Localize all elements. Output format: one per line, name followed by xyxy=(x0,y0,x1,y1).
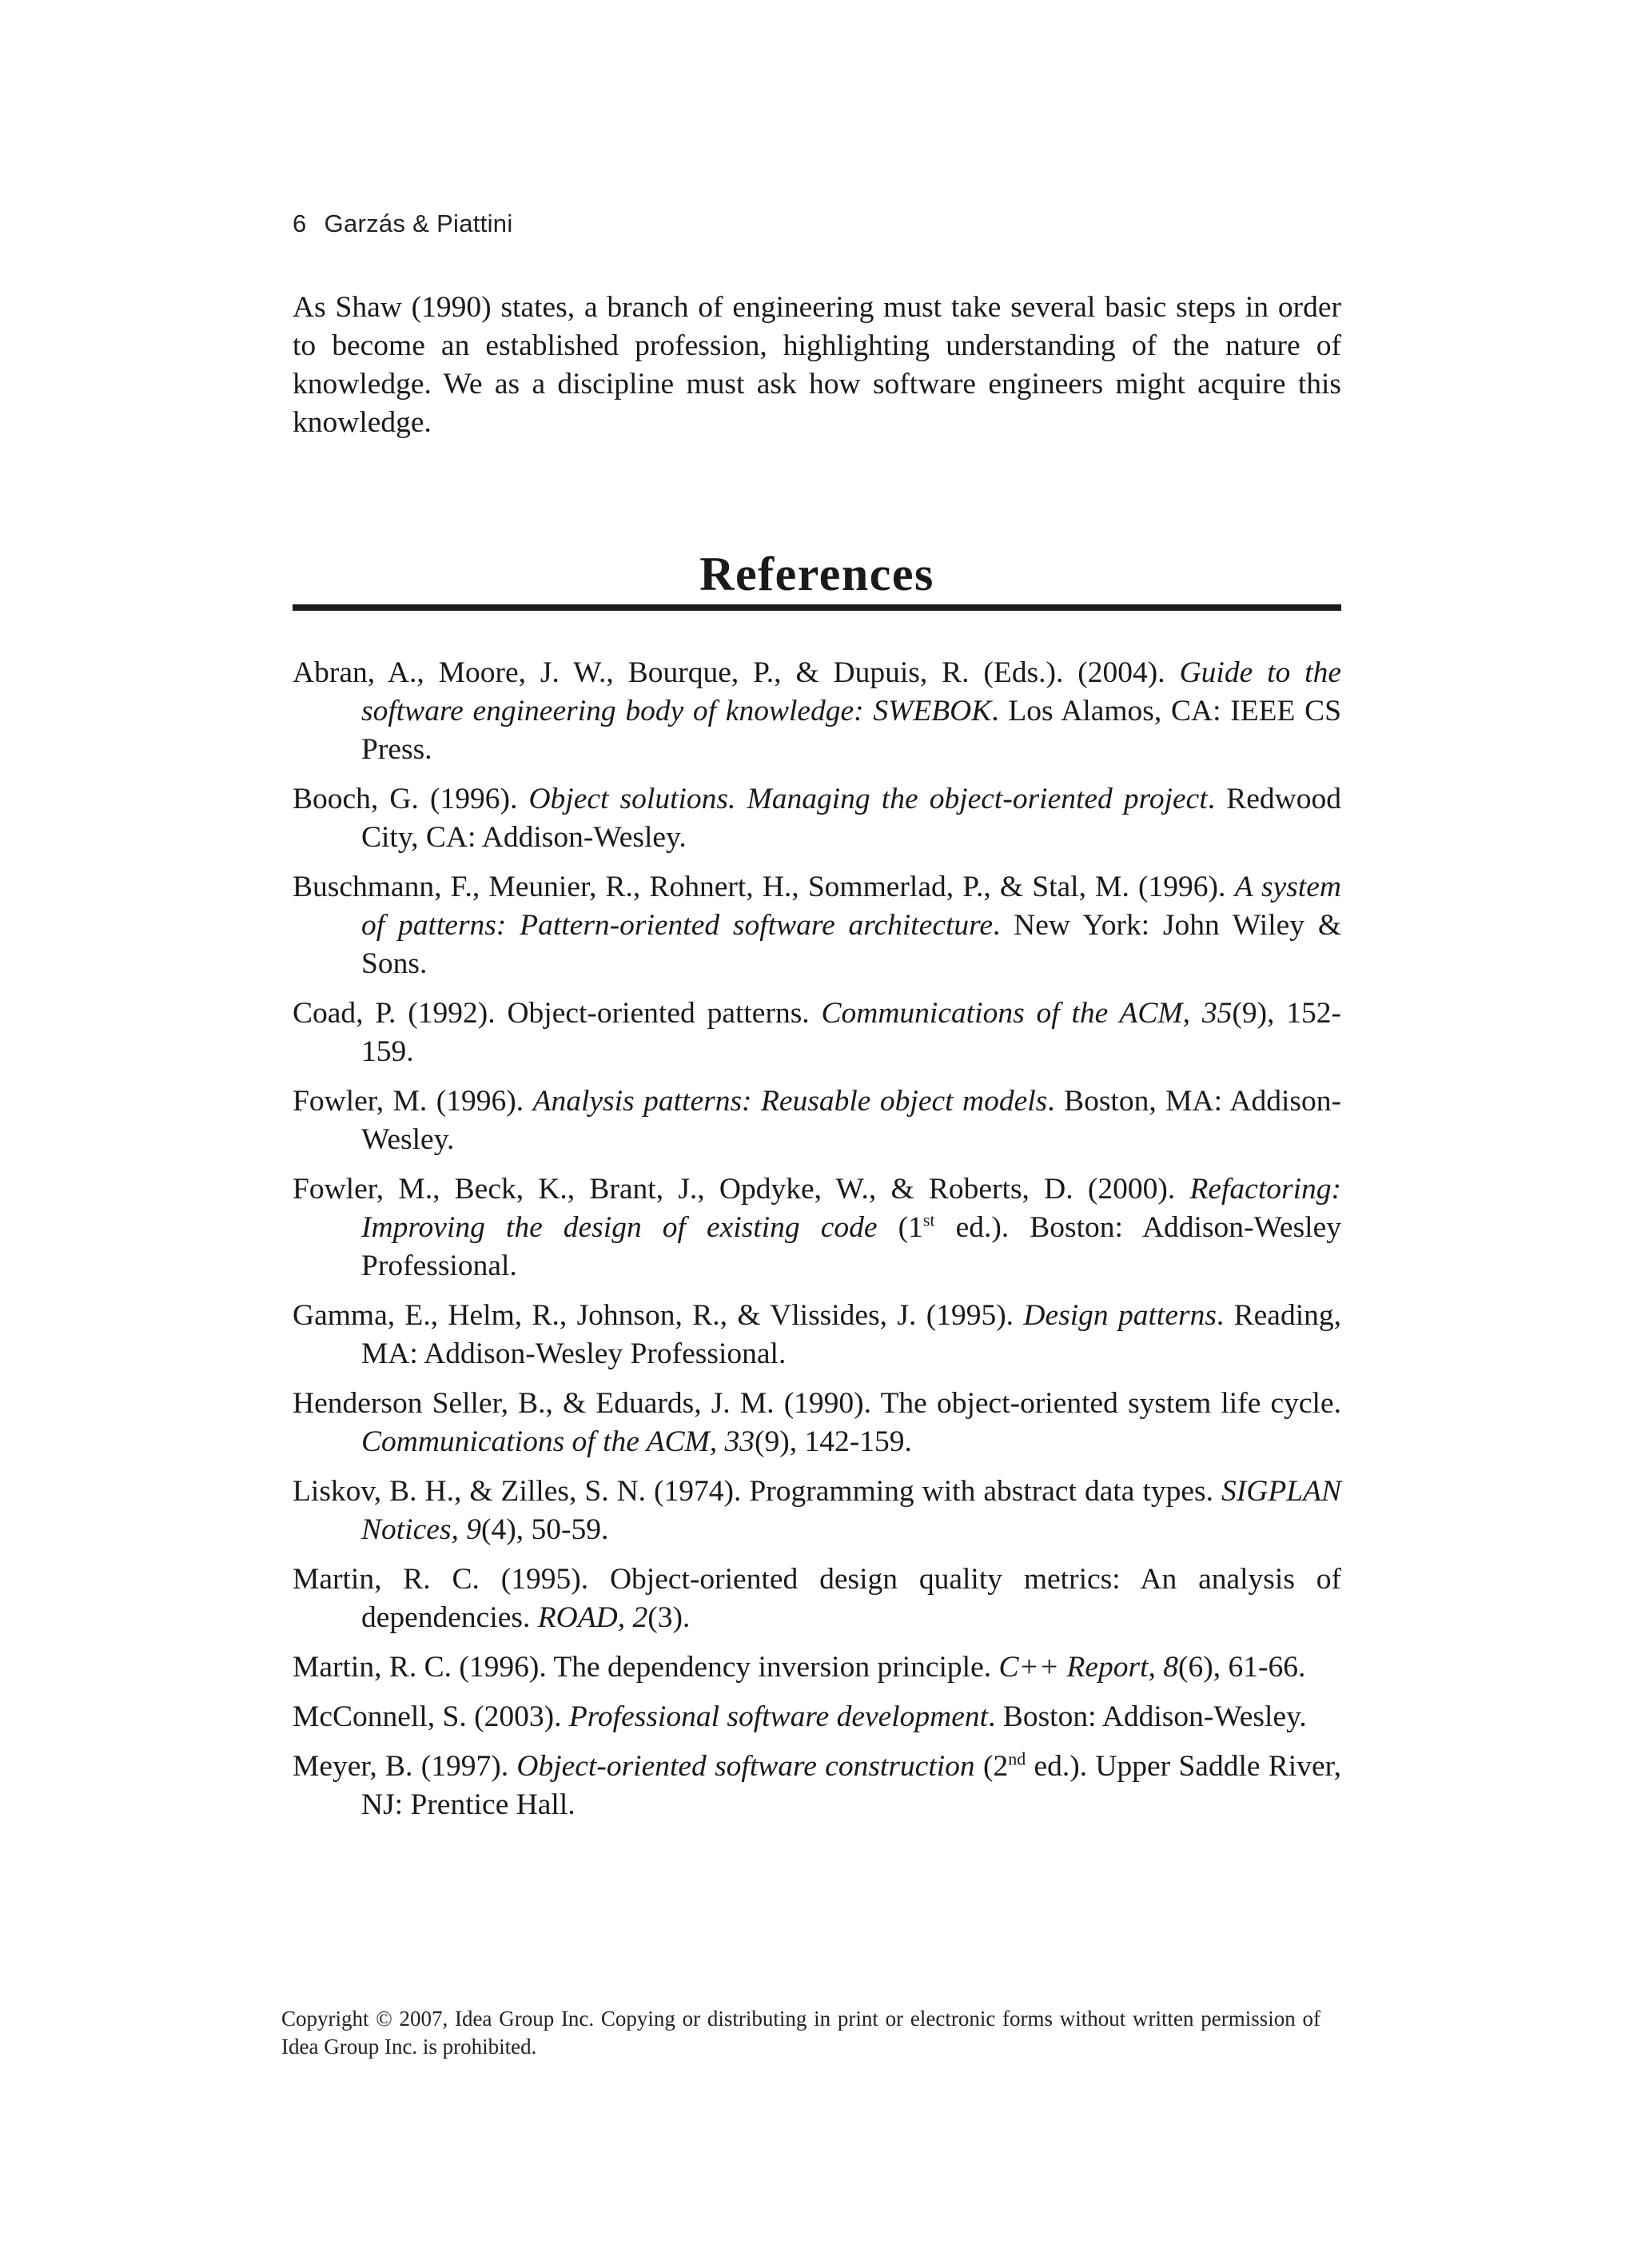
intro-paragraph: As Shaw (1990) states, a branch of engineering must take several basic steps in order to become an established profession, highlighting understanding of the nature of knowledge. We as a discipline must ask how software engineers might acquire this knowledge. xyxy=(293,291,1341,439)
reference-item: Buschmann, F., Meunier, R., Rohnert, H., Sommerlad, P., & Stal, M. (1996). A system of patterns: Pattern-oriented software architecture. New York: John Wiley & Sons. xyxy=(293,871,1341,980)
page-number: 6 xyxy=(293,209,307,237)
reference-item: Fowler, M., Beck, K., Brant, J., Opdyke, W., & Roberts, D. (2000). Refactoring: Improving the design of existing code (1st ed.). Boston: Addison-Wesley Professional. xyxy=(293,1173,1341,1282)
running-head-authors: Garzás & Piattini xyxy=(324,209,513,237)
reference-list xyxy=(293,654,1341,1836)
reference-item: Martin, R. C. (1996). The dependency inversion principle. C++ Report, 8(6), 61-66. xyxy=(293,1651,1306,1684)
references-heading: References xyxy=(699,548,934,600)
copyright-footer: Copyright © 2007, Idea Group Inc. Copying or distributing in print or electronic forms without written permission of Idea Group Inc. is prohibited. xyxy=(281,2007,1320,2059)
reference-item: Meyer, B. (1997). Object-oriented software construction (2nd ed.). Upper Saddle River, NJ: Prentice Hall. xyxy=(293,1748,1341,1821)
references-rule xyxy=(293,604,1341,611)
reference-item: Booch, G. (1996). Object solutions. Managing the object-oriented project. Redwood City, CA: Addison-Wesley. xyxy=(293,783,1341,854)
reference-item: McConnell, S. (2003). Professional software development. Boston: Addison-Wesley. xyxy=(293,1700,1307,1733)
reference-item: Martin, R. C. (1995). Object-oriented design quality metrics: An analysis of dependencies. ROAD, 2(3). xyxy=(293,1563,1341,1634)
running-head xyxy=(293,209,513,238)
reference-item: Abran, A., Moore, J. W., Bourque, P., & Dupuis, R. (Eds.). (2004). Guide to the software engineering body of knowledge: SWEBOK. Los Alamos, CA: IEEE CS Press. xyxy=(293,656,1341,766)
reference-item: Fowler, M. (1996). Analysis patterns: Reusable object models. Boston, MA: Addison-Wesley. xyxy=(293,1085,1341,1156)
reference-item: Coad, P. (1992). Object-oriented patterns. Communications of the ACM, 35(9), 152-159. xyxy=(293,997,1341,1068)
reference-item: Henderson Seller, B., & Eduards, J. M. (1990). The object-oriented system life cycle. Communications of the ACM, 33(9), 142-159. xyxy=(293,1387,1341,1458)
reference-item: Gamma, E., Helm, R., Johnson, R., & Vlissides, J. (1995). Design patterns. Reading, MA: Addison-Wesley Professional. xyxy=(293,1299,1341,1370)
reference-item: Liskov, B. H., & Zilles, S. N. (1974). Programming with abstract data types. SIGPLAN Notices, 9(4), 50-59. xyxy=(293,1475,1341,1546)
